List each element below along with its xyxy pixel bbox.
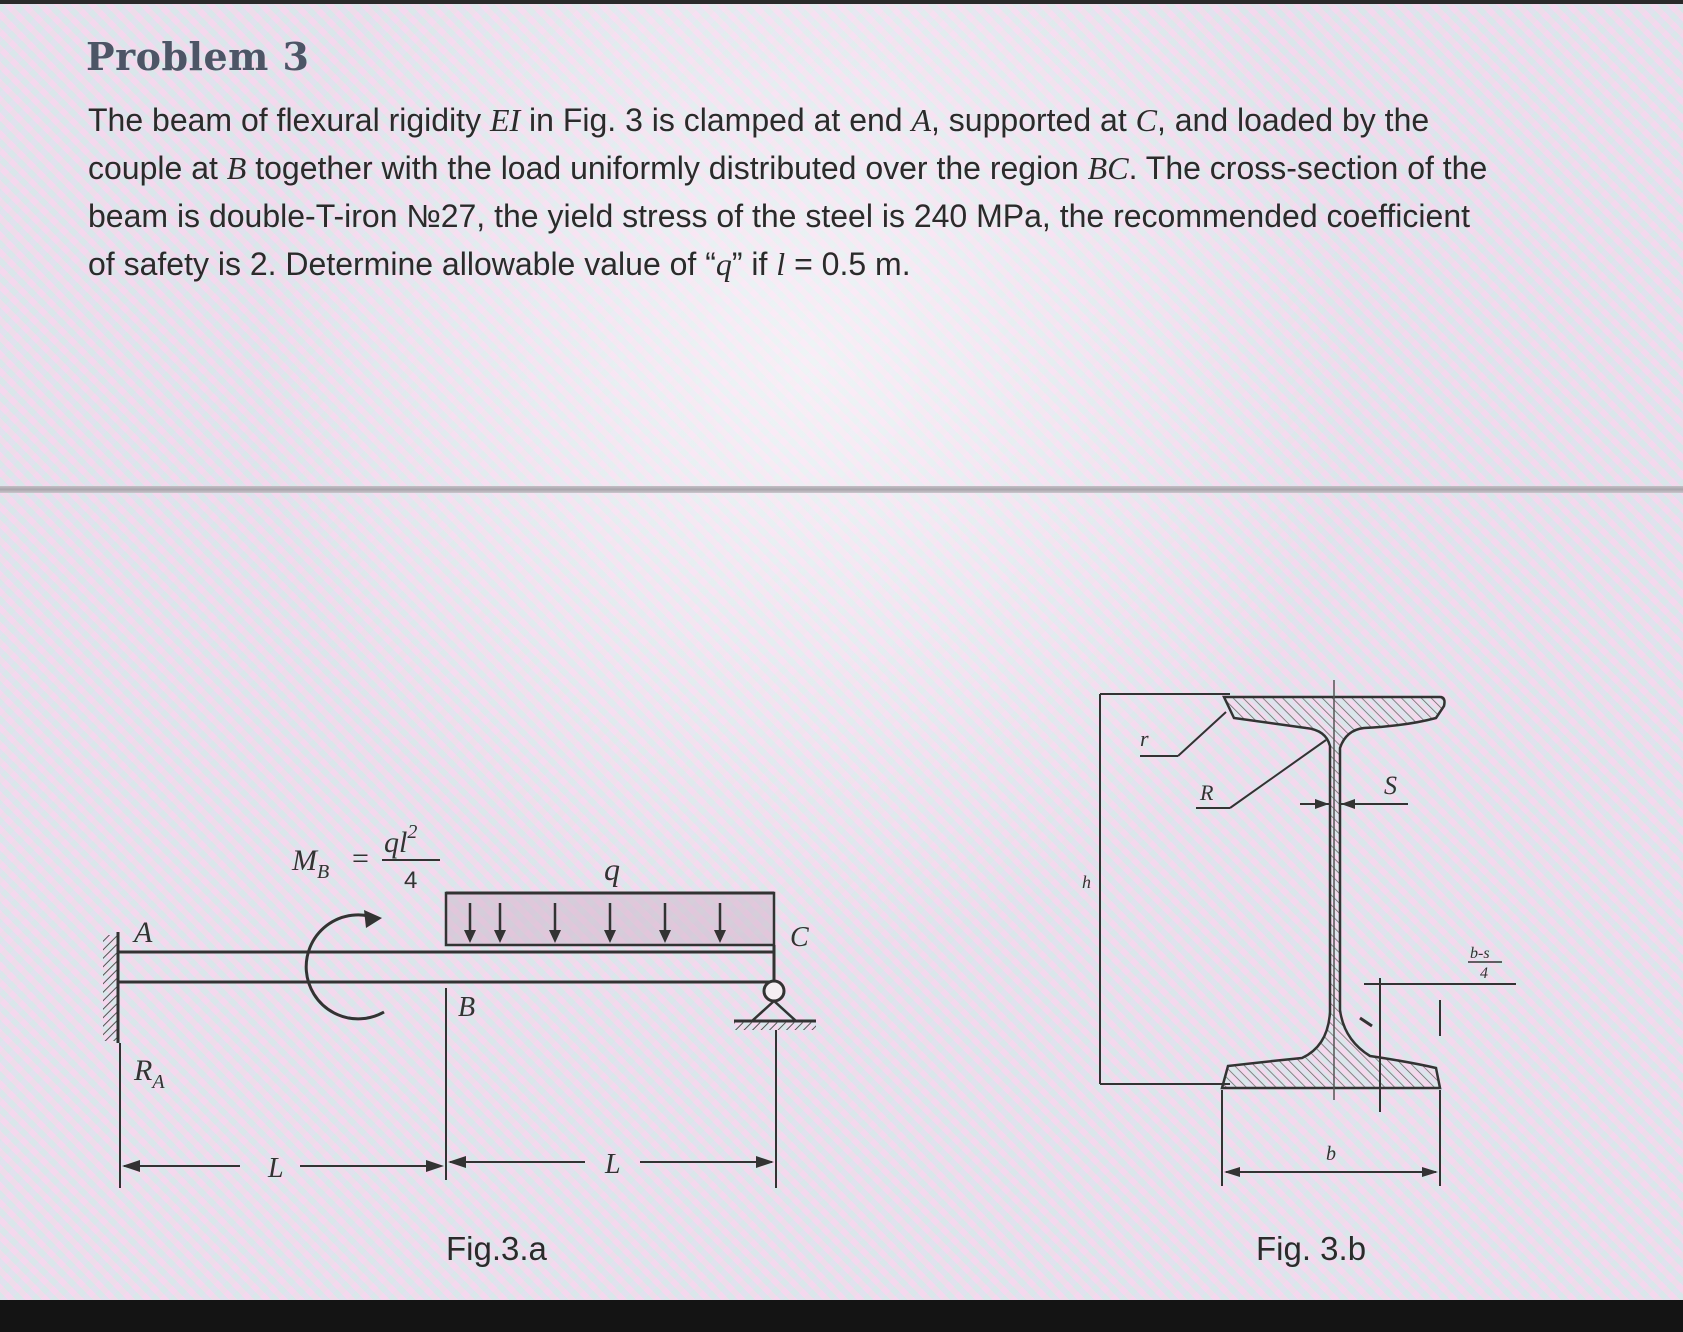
statement-line-4: of safety is 2. Determine allowable value of “q” if l = 0.5 m. (88, 246, 911, 282)
label-b-s-denominator: 4 (1480, 965, 1488, 982)
statement-line-3: beam is double-T-iron №27, the yield stress of the steel is 240 MPa, the recommended coefficient (88, 198, 1470, 234)
statement-line-2: couple at B together with the load uniformly distributed over the region BC. The cross-section of the (88, 150, 1488, 186)
label-RA: $R_A$ (134, 1054, 165, 1093)
label-b-s-numerator: b-s (1470, 945, 1490, 962)
label-MB: $M_B$ (292, 844, 330, 883)
label-r: r (1140, 726, 1149, 751)
beam (118, 945, 774, 982)
figure-caption-3b: Fig. 3.b (1256, 1230, 1367, 1267)
distributed-load-q (446, 893, 774, 945)
label-B: B (458, 992, 476, 1023)
label-MB-numerator: $ql^2$ (384, 821, 418, 859)
dimension-extension-lines (120, 988, 776, 1188)
label-MB-denominator: 4 (404, 867, 418, 894)
pin-support-C (734, 981, 816, 1030)
label-MB-equals: = (352, 842, 369, 875)
fixed-support-A (103, 932, 118, 1043)
statement-line-1: The beam of flexural rigidity EI in Fig. 3 is clamped at end A, supported at C, and loaded by the (88, 102, 1430, 138)
label-h: h (1082, 872, 1091, 892)
monitor-bottom-edge (0, 1300, 1683, 1332)
problem-title: Problem 3 (86, 34, 310, 79)
label-q: q (604, 851, 620, 887)
label-b: b (1326, 1143, 1336, 1165)
label-A: A (134, 916, 153, 949)
ibeam-cross-section-fig-3b (1082, 680, 1516, 1186)
label-C: C (790, 922, 809, 953)
label-dimension-L-BC: L (605, 1149, 621, 1180)
label-R: R (1200, 780, 1214, 805)
figure-caption-3a: Fig.3.a (446, 1230, 547, 1267)
label-S: S (1384, 771, 1397, 800)
label-dimension-L-AB: L (268, 1153, 284, 1184)
couple-moment-B (306, 910, 384, 1019)
